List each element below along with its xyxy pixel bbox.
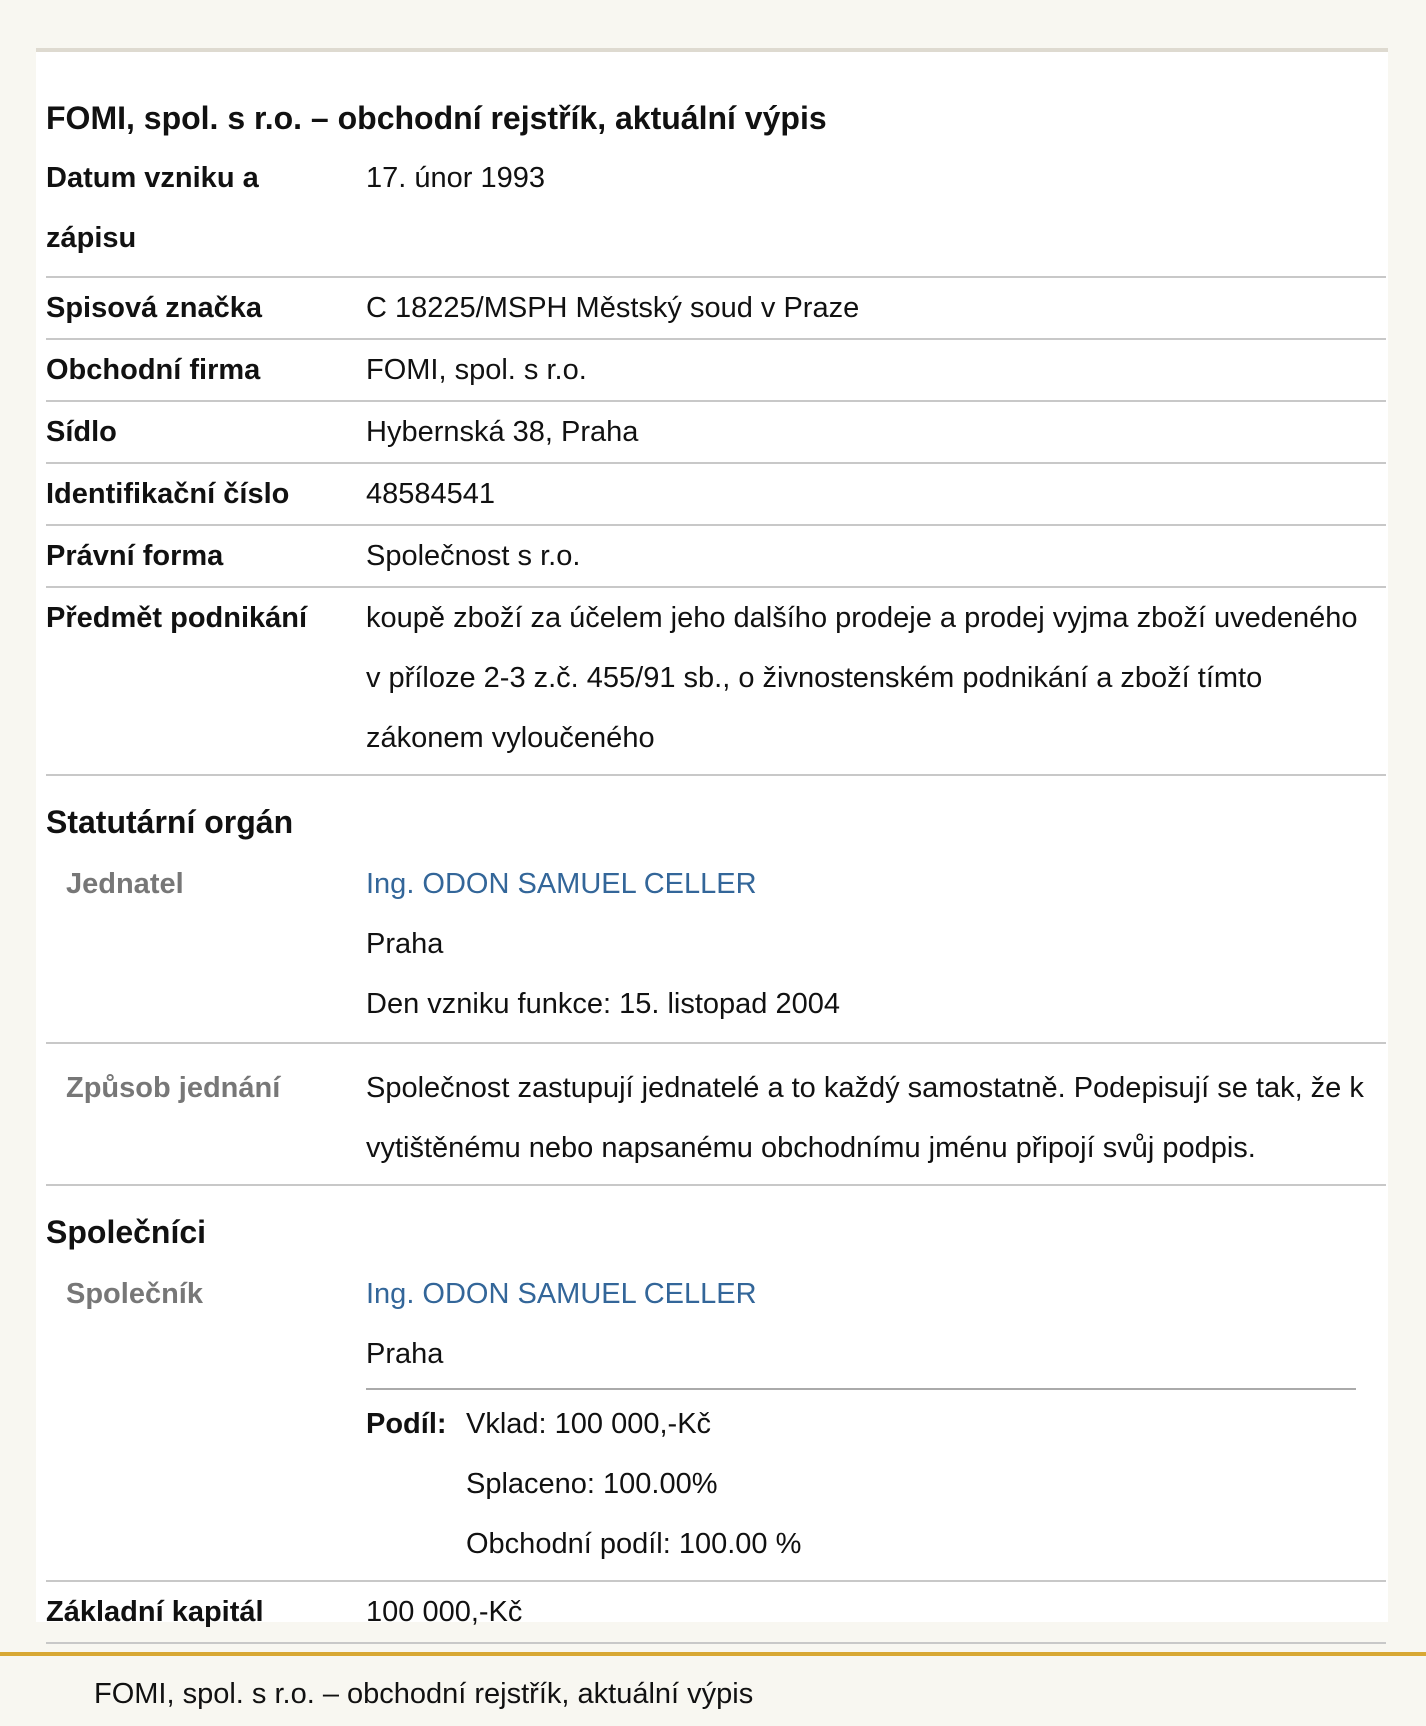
row-label: Jednatel — [66, 868, 184, 900]
row-label: Předmět podnikání — [46, 602, 308, 634]
row-value: Hybernská 38, Praha — [366, 416, 639, 448]
row-obchodni-firma — [46, 340, 1386, 402]
top-divider — [36, 48, 1388, 52]
section-statutarni-organ: Statutární orgán — [46, 804, 294, 840]
row-label: Právní forma — [46, 540, 224, 572]
podil-values — [466, 1394, 801, 1574]
row-predmet-podnikani — [46, 588, 1386, 776]
function-since: Den vzniku funkce: 15. listopad 2004 — [366, 988, 840, 1020]
row-value: 100 000,-Kč — [366, 1596, 523, 1628]
row-value: koupě zboží za účelem jeho dalšího prodeje a prodej vyjma zboží uvedeného v příloze 2-3 z.č. 455/91 sb., o živnostenském podnikání a zboží tímto zákonem vyloučeného — [366, 602, 1358, 754]
row-value: 17. únor 1993 — [366, 162, 545, 194]
podil-block — [366, 1388, 1356, 1574]
row-label: Spisová značka — [46, 292, 262, 324]
row-datum-vzniku — [46, 148, 1386, 278]
row-value: Společnost zastupují jednatelé a to každý samostatně. Podepisují se tak, že k vytištěnému nebo napsanému obchodnímu jménu připojí svůj podpis. — [366, 1072, 1364, 1164]
row-sidlo — [46, 402, 1386, 464]
row-spisova-znacka — [46, 278, 1386, 340]
row-value: 48584541 — [366, 478, 496, 510]
obchodni-podil: Obchodní podíl: 100.00 % — [466, 1528, 802, 1560]
row-label: Sídlo — [46, 416, 117, 448]
row-zpusob-jednani — [46, 1044, 1386, 1186]
person-link[interactable]: Ing. ODON SAMUEL CELLER — [366, 868, 757, 900]
person-link[interactable]: Ing. ODON SAMUEL CELLER — [366, 1278, 757, 1310]
footer-divider — [0, 1652, 1426, 1656]
row-value — [366, 854, 1386, 1034]
page-title: FOMI, spol. s r.o. – obchodní rejstřík, aktuální výpis — [46, 100, 827, 136]
row-label: Společník — [66, 1278, 203, 1310]
row-zakladni-kapital — [46, 1582, 1386, 1644]
row-value: FOMI, spol. s r.o. — [366, 354, 587, 386]
section-spolecnici: Společníci — [46, 1214, 207, 1250]
vklad: Vklad: 100 000,-Kč — [466, 1408, 712, 1440]
podil-label: Podíl: — [366, 1408, 447, 1440]
row-value: Společnost s r.o. — [366, 540, 581, 572]
row-label: Datum vzniku a zápisu — [46, 162, 259, 254]
person-city: Praha — [366, 1338, 444, 1370]
row-jednatel — [46, 850, 1386, 1044]
person-city: Praha — [366, 928, 444, 960]
row-spolecnik — [46, 1260, 1386, 1582]
row-label: Identifikační číslo — [46, 478, 290, 510]
row-ico — [46, 464, 1386, 526]
row-label: Způsob jednání — [66, 1072, 281, 1104]
row-value: C 18225/MSPH Městský soud v Praze — [366, 292, 860, 324]
splaceno: Splaceno: 100.00% — [466, 1468, 718, 1500]
row-label: Obchodní firma — [46, 354, 261, 386]
register-extract — [46, 88, 1386, 1644]
footer-title: FOMI, spol. s r.o. – obchodní rejstřík, aktuální výpis — [94, 1678, 754, 1710]
row-label: Základní kapitál — [46, 1596, 264, 1628]
row-value — [366, 1264, 1386, 1574]
row-pravni-forma — [46, 526, 1386, 588]
